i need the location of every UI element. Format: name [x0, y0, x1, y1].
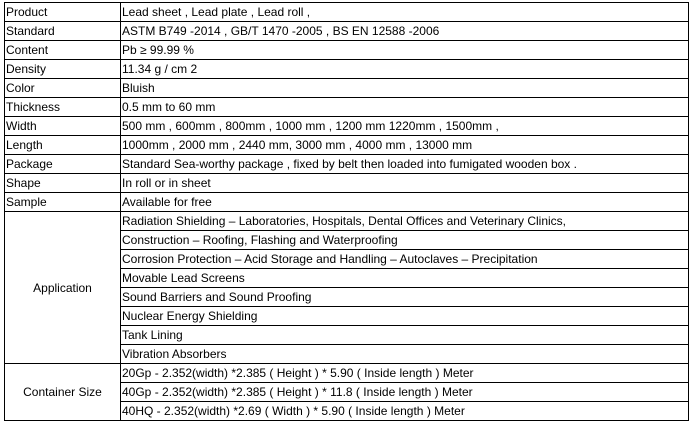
package-value: Standard Sea-worthy package , fixed by belt then loaded into fumigated wooden box . [121, 155, 689, 174]
container-item: 40HQ - 2.352(width) *2.69 ( Width ) * 5.90 ( Inside length ) Meter [121, 402, 689, 421]
shape-label: Shape [5, 174, 121, 193]
row-standard [5, 22, 689, 41]
application-item: Nuclear Energy Shielding [121, 307, 689, 326]
width-label: Width [5, 117, 121, 136]
color-value: Bluish [121, 79, 689, 98]
container-item: 40Gp - 2.352(width) *2.385 ( Height ) * 11.8 ( Inside length ) Meter [121, 383, 689, 402]
length-label: Length [5, 136, 121, 155]
container-size-label: Container Size [5, 364, 121, 421]
application-item: Corrosion Protection – Acid Storage and Handling – Autoclaves – Precipitation [121, 250, 689, 269]
row-container [5, 364, 689, 383]
package-label: Package [5, 155, 121, 174]
product-label: Product [5, 3, 121, 22]
sample-value: Available for free [121, 193, 689, 212]
row-application [5, 212, 689, 231]
application-item: Movable Lead Screens [121, 269, 689, 288]
density-label: Density [5, 60, 121, 79]
product-value: Lead sheet , Lead plate , Lead roll , [121, 3, 689, 22]
application-label: Application [5, 212, 121, 364]
thickness-value: 0.5 mm to 60 mm [121, 98, 689, 117]
row-package [5, 155, 689, 174]
standard-label: Standard [5, 22, 121, 41]
row-color [5, 79, 689, 98]
width-value: 500 mm , 600mm , 800mm , 1000 mm , 1200 mm 1220mm , 1500mm , [121, 117, 689, 136]
row-density [5, 60, 689, 79]
application-item: Tank Lining [121, 326, 689, 345]
container-item: 20Gp - 2.352(width) *2.385 ( Height ) * 5.90 ( Inside length ) Meter [121, 364, 689, 383]
application-item: Vibration Absorbers [121, 345, 689, 364]
length-value: 1000mm , 2000 mm , 2440 mm, 3000 mm , 4000 mm , 13000 mm [121, 136, 689, 155]
content-value: Pb ≥ 99.99 % [121, 41, 689, 60]
density-value: 11.34 g / cm 2 [121, 60, 689, 79]
row-length [5, 136, 689, 155]
shape-value: In roll or in sheet [121, 174, 689, 193]
row-product [5, 3, 689, 22]
content-label: Content [5, 41, 121, 60]
sample-label: Sample [5, 193, 121, 212]
row-width [5, 117, 689, 136]
row-thickness [5, 98, 689, 117]
standard-value: ASTM B749 -2014 , GB/T 1470 -2005 , BS EN 12588 -2006 [121, 22, 689, 41]
application-item: Construction – Roofing, Flashing and Waterproofing [121, 231, 689, 250]
row-sample [5, 193, 689, 212]
thickness-label: Thickness [5, 98, 121, 117]
row-content [5, 41, 689, 60]
row-shape [5, 174, 689, 193]
specification-table [4, 2, 689, 421]
color-label: Color [5, 79, 121, 98]
application-item: Radiation Shielding – Laboratories, Hospitals, Dental Offices and Veterinary Clinics, [121, 212, 689, 231]
application-item: Sound Barriers and Sound Proofing [121, 288, 689, 307]
